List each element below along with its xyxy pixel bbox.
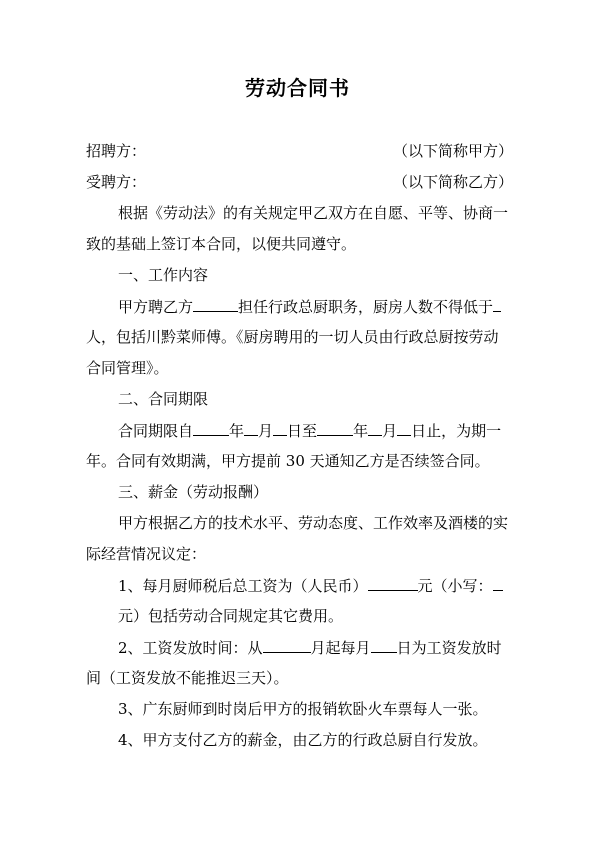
section3-para-line-1: 甲方根据乙方的技术水平、劳动态度、工作效率及酒楼的实 <box>118 514 509 532</box>
blank-field <box>317 420 353 436</box>
salary-item-1-cont: 元）包括劳动合同规定其它费用。 <box>118 607 344 625</box>
blank-field <box>368 420 382 436</box>
blank-field <box>263 637 311 653</box>
salary-item-1-text-a: 1、每月厨师税后总工资为（人民币） <box>118 577 368 595</box>
blank-field <box>368 575 418 591</box>
employee-line <box>86 172 526 192</box>
salary-item-3: 3、广东厨师到时岗后甲方的报销软卧火车票每人一张。 <box>118 700 488 718</box>
section2-text-g: 日止，为期一 <box>411 422 502 440</box>
salary-item-1-text-b: 元（小写： <box>417 577 493 595</box>
document-title: 劳动合同书 <box>245 76 350 100</box>
section3-heading: 三、薪金（劳动报酬） <box>118 483 269 501</box>
section1-line-3: 合同管理》。 <box>86 359 169 377</box>
section2-text-f: 月 <box>382 422 398 440</box>
blank-field <box>493 296 501 312</box>
employer-note: （以下简称甲方） <box>393 142 514 160</box>
section2-text-d: 日至 <box>287 422 318 440</box>
blank-field <box>244 420 258 436</box>
section2-heading: 二、合同期限 <box>118 390 209 408</box>
blank-field <box>193 296 238 312</box>
intro-line-2: 致的基础上签订本合同，以便共同遵守。 <box>86 235 357 253</box>
intro-line-1: 根据《劳动法》的有关规定甲乙双方在自愿、平等、协商一 <box>118 204 509 222</box>
blank-field <box>193 420 229 436</box>
blank-field <box>273 420 287 436</box>
salary-item-2-text-c: 日为工资发放时 <box>396 639 502 657</box>
section1-heading: 一、工作内容 <box>118 266 209 284</box>
employer-label: 招聘方： <box>86 142 147 160</box>
section2-text-a: 合同期限自 <box>118 422 194 440</box>
section2-text-b: 年 <box>229 422 245 440</box>
section3-para-line-2: 际经营情况议定： <box>86 545 207 563</box>
blank-field <box>493 575 503 591</box>
salary-item-2-text-a: 2、工资发放时间：从 <box>118 639 263 657</box>
section2-text-e: 年 <box>353 422 369 440</box>
section2-line-1 <box>118 420 526 441</box>
employee-note: （以下简称乙方） <box>393 173 514 191</box>
section2-line-2: 年。合同有效期满，甲方提前 30 天通知乙方是否续签合同。 <box>86 452 490 470</box>
employer-line <box>86 141 526 161</box>
section1-line-2: 人，包括川黔菜师傅。《厨房聘用的一切人员由行政总厨按劳动 <box>86 328 499 346</box>
section1-text-b: 担任行政总厨职务，厨房人数不得低于 <box>238 298 494 316</box>
blank-field <box>397 420 411 436</box>
blank-field <box>371 637 397 653</box>
employee-label: 受聘方： <box>86 173 147 191</box>
salary-item-4: 4、甲方支付乙方的薪金，由乙方的行政总厨自行发放。 <box>118 731 488 749</box>
salary-item-2-cont: 间（工资发放不能推迟三天）。 <box>86 669 289 687</box>
salary-item-2 <box>118 637 526 658</box>
section1-line-1 <box>118 296 526 317</box>
section1-text-a: 甲方聘乙方 <box>118 298 194 316</box>
section2-text-c: 月 <box>258 422 274 440</box>
salary-item-2-text-b: 月起每月 <box>310 639 371 657</box>
salary-item-1 <box>118 575 526 596</box>
